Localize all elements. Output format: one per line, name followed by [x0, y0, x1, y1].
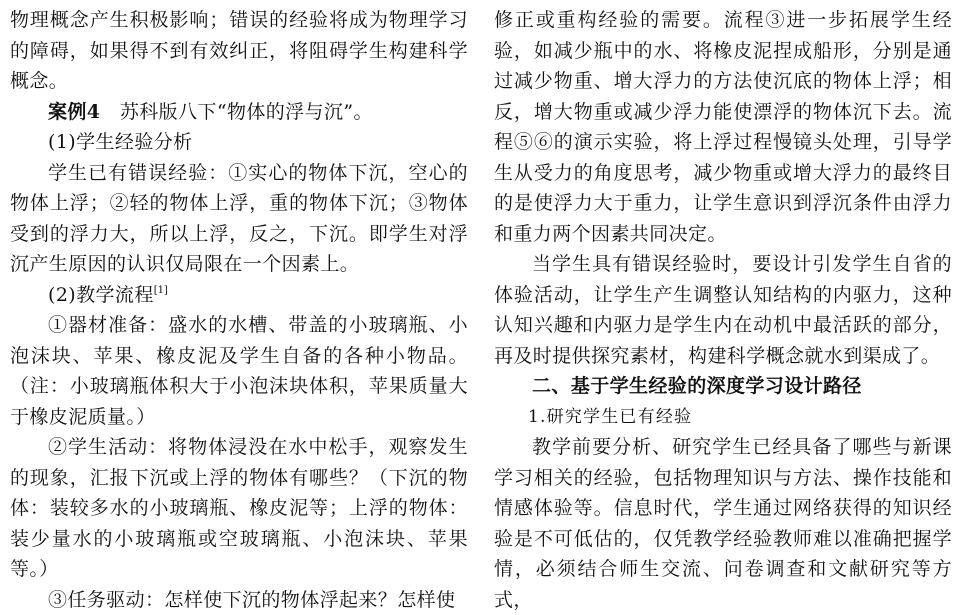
section1-heading: (1)学生经验分析: [10, 127, 468, 158]
reference-marker: [1]: [154, 285, 168, 296]
student-activity-paragraph: ②学生活动：将物体浸没在水中松手，观察发生的现象，汇报下沉或上浮的物体有哪些？（下沉的物体：装较多水的小玻璃瓶、橡皮泥等；上浮的物体：装少量水的小玻璃瓶或空玻璃瓶、小泡沫块、苹果等。）: [10, 432, 468, 585]
equipment-paragraph: ①器材准备：盛水的水槽、带盖的小玻璃瓶、小泡沫块、苹果、橡皮泥及学生自备的各种小物品。（注：小玻璃瓶体积大于小泡沫块体积，苹果质量大于橡皮泥质量。）: [10, 310, 468, 432]
continuation-paragraph: 物理概念产生积极影响；错误的经验将成为物理学习的障碍，如果得不到有效纠正，将阻碍学生构建科学概念。: [10, 5, 468, 97]
reflection-paragraph: 当学生具有错误经验时，要设计引发学生自省的体验活动，让学生产生调整认知结构的内驱力，这种认知兴趣和内驱力是学生内在动机中最活跃的部分，再及时提供探究素材，构建科学概念就水到渠成了。: [494, 249, 952, 371]
subsection-heading: 1.研究学生已有经验: [494, 402, 952, 433]
case-label: 案例4: [48, 101, 100, 123]
analysis-paragraph: 教学前要分析、研究学生已经具备了哪些与新课学习相关的经验，包括物理知识与方法、操作技能和情感体验等。信息时代，学生通过网络获得的知识经验是不可低估的，仅凭教学经验教师难以准确把握学情，必须结合师生交流、问卷调查和文献研究等方式，: [494, 432, 952, 615]
section2-heading-text: (2)教学流程: [48, 284, 154, 306]
section2-heading: [10, 280, 468, 311]
student-experience-paragraph: 学生已有错误经验：①实心的物体下沉，空心的物体上浮；②轻的物体上浮，重的物体下沉；③物体受到的浮力大，所以上浮，反之，下沉。即学生对浮沉产生原因的认识仅局限在一个因素上。: [10, 158, 468, 280]
task-driven-paragraph: ③任务驱动：怎样使下沉的物体浮起来？怎样使: [10, 585, 468, 615]
section-heading: 二、基于学生经验的深度学习设计路径: [494, 371, 952, 402]
case-title: 苏科版八下“物体的浮与沉”。: [120, 101, 373, 123]
case-heading: [10, 97, 468, 128]
right-column: [494, 5, 952, 575]
left-column: [10, 5, 468, 575]
process-continuation-paragraph: 修正或重构经验的需要。流程③进一步拓展学生经验，如减少瓶中的水、将橡皮泥捏成船形，分别是通过减少物重、增大浮力的方法使沉底的物体上浮；相反，增大物重或减少浮力能使漂浮的物体沉下去。流程⑤⑥的演示实验，将上浮过程慢镜头处理，引导学生从受力的角度思考，减少物重或增大浮力的最终目的是使浮力大于重力，让学生意识到浮沉条件由浮力和重力两个因素共同决定。: [494, 5, 952, 249]
